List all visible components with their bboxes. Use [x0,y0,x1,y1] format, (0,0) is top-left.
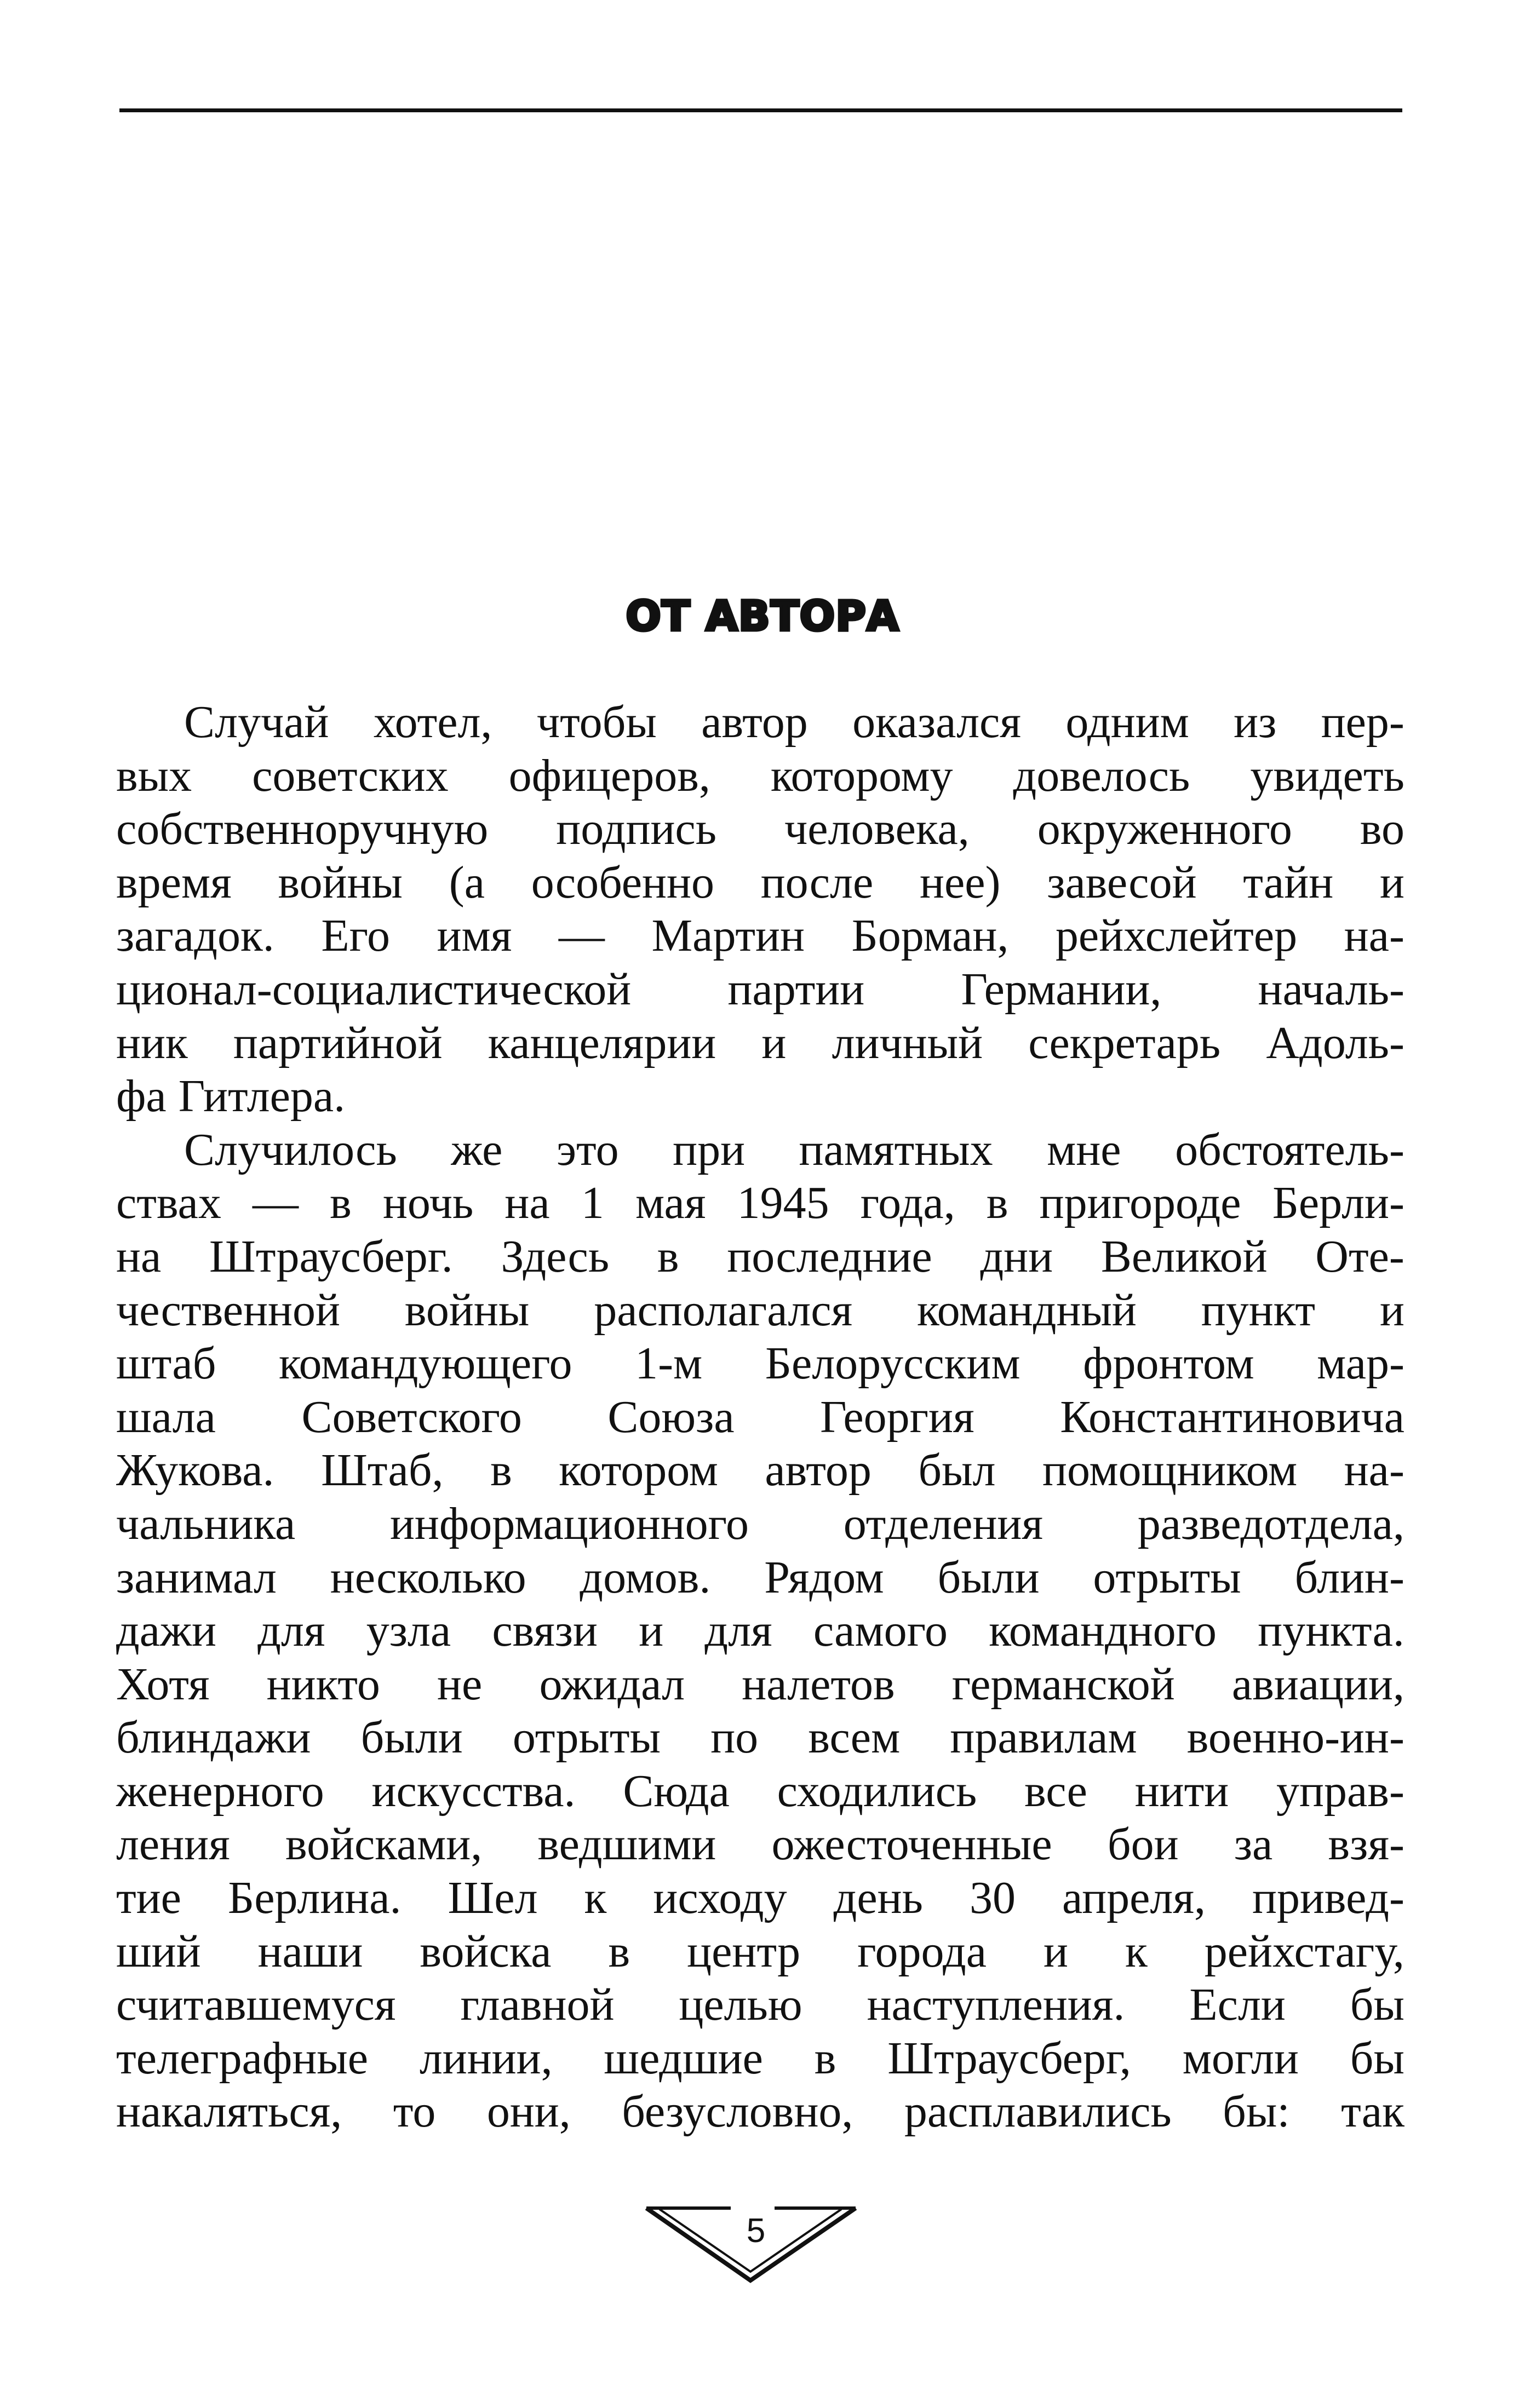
text-line: время войны (а особенно после нее) завесой тайн и [116,857,1404,908]
paragraph [116,696,1404,1123]
text-line: чественной войны располагался командный пункт и [116,1284,1404,1336]
text-line: тие Берлина. Шел к исходу день 30 апреля, привед- [116,1872,1404,1924]
text-line: блиндажи были отрыты по всем правилам военно-ин- [116,1712,1404,1763]
body-text [116,696,1404,2139]
text-line: загадок. Его имя — Мартин Борман, рейхслейтер на- [116,910,1404,962]
top-rule [119,108,1402,112]
text-line: Хотя никто не ожидал налетов германской авиации, [116,1658,1404,1710]
text-line: ствах — в ночь на 1 мая 1945 года, в пригороде Берли- [116,1177,1404,1229]
text-line: фа Гитлера. [116,1071,346,1122]
text-line: ник партийной канцелярии и личный секретарь Адоль- [116,1017,1404,1068]
text-line: чальника информационного отделения разведотдела, [116,1498,1404,1549]
section-heading: ОТ АВТОРА [626,591,899,640]
text-line: Случилось же это при памятных мне обстоятель- [184,1124,1404,1175]
text-line: ления войсками, ведшими ожесточенные бои за взя- [116,1819,1404,1870]
text-line: Случай хотел, чтобы автор оказался одним из пер- [184,697,1404,748]
text-line: ционал-социалистической партии Германии, началь- [116,963,1404,1015]
text-line: шала Советского Союза Георгия Константиновича [116,1391,1404,1442]
text-line: дажи для узла связи и для самого командного пункта. [116,1605,1404,1657]
text-line: на Штраусберг. Здесь в последние дни Великой Оте- [116,1231,1404,1282]
text-line: занимал несколько домов. Рядом были отрыты блин- [116,1551,1404,1603]
text-line: ший наши войска в центр города и к рейхстагу, [116,1926,1404,1977]
text-line: штаб командующего 1-м Белорусским фронтом мар- [116,1338,1404,1389]
paragraph [116,1123,1404,2139]
page-number: 5 [746,2212,766,2250]
text-line: телеграфные линии, шедшие в Штраусберг, могли бы [116,2032,1404,2084]
text-line: собственноручную подпись человека, окруженного во [116,803,1404,855]
text-line: накаляться, то они, безусловно, расплавились бы: так [116,2086,1404,2137]
text-line: считавшемуся главной целью наступления. Если бы [116,1979,1404,2031]
text-line: вых советских офицеров, которому довелось увидеть [116,750,1404,801]
text-line: женерного искусства. Сюда сходились все нити управ- [116,1765,1404,1817]
text-line: Жукова. Штаб, в котором автор был помощником на- [116,1445,1404,1496]
